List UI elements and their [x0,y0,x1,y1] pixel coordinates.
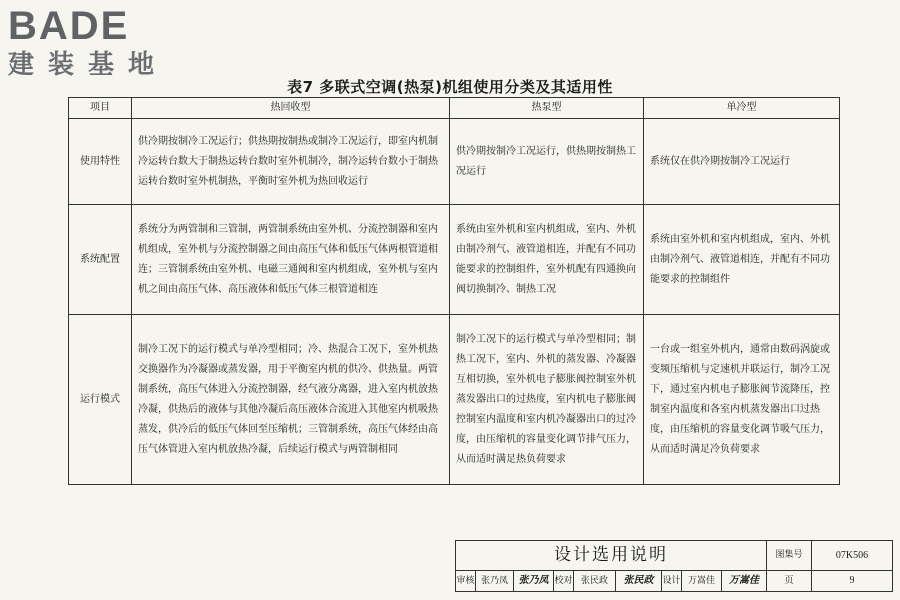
row-label: 运行模式 [69,315,132,485]
atlas-number-label: 图集号 [767,541,812,571]
table-row [69,119,840,205]
drawing-title-block [455,540,893,592]
cell-cooling-only: 系统由室外机和室内机组成，室内、外机由制冷剂气、液管道相连，并配有不同功能要求的控制组件 [644,205,840,315]
drawing-name: 设计选用说明 [456,541,767,571]
check-label: 校对 [554,571,574,591]
usage-classification-table [68,97,840,485]
atlas-number: 07K506 [812,541,892,571]
page-number: 9 [849,575,855,586]
cell-heat-pump: 系统由室外机和室内机组成，室内、外机由制冷剂气、液管道相连，并配有不同功能要求的控制组件，室外机配有四通换向阀切换制冷、制热工况 [450,205,644,315]
reviewer-signature: 张乃凤 [514,571,554,591]
cell-cooling-only: 系统仅在供冷期按制冷工况运行 [644,119,840,205]
designer-name: 万嵩佳 [682,571,722,591]
table-header-row [69,98,840,119]
reviewer-name: 张乃凤 [476,571,514,591]
page-label: 页 [767,571,812,591]
header-cooling-only: 单冷型 [644,98,840,119]
table-row [69,205,840,315]
brand-logo [8,6,183,86]
table-title: 表7 多联式空调(热泵)机组使用分类及其适用性 [287,78,613,96]
row-label: 系统配置 [69,205,132,315]
cell-heat-pump: 制冷工况下的运行模式与单冷型相同；制热工况下，室内、外机的蒸发器、冷凝器互相切换，室外机电子膨胀阀控制室外机蒸发器出口的过热度，室内机电子膨胀阀控制室内温度和室内机冷凝器出口的过冷度，由压缩机的容量变化调节排气压力，从而适时满足热负荷要求 [450,315,644,485]
logo-subtitle: 建装基地 [8,50,169,80]
cell-cooling-only: 一台或一组室外机内，通常由数码涡旋或变频压缩机与定速机并联运行，制冷工况下，通过室内机电子膨胀阀节流降压，控制室内温度和各室内机蒸发器出口过热度，由压缩机的容量变化调节吸气压力，从而适时满足冷负荷要求 [644,315,840,485]
header-heat-recovery: 热回收型 [132,98,450,119]
design-label: 设计 [662,571,682,591]
table-row [69,315,840,485]
header-item: 项目 [69,98,132,119]
cell-heat-recovery: 供冷期按制冷工况运行；供热期按制热或制冷工况运行，即室内机制冷运转台数大于制热运转台数时室外机制冷，制冷运转台数小于制热运转台数时室外机制热，平衡时室外机为热回收运行 [132,119,450,205]
cell-heat-pump: 供冷期按制冷工况运行，供热期按制热工况运行 [450,119,644,205]
row-label: 使用特性 [69,119,132,205]
cell-heat-recovery: 系统分为两管制和三管制，两管制系统由室外机、分流控制器和室内机组成，室外机与分流控制器之间由高压气体和低压气体两根管道相连；三管制系统由室外机、电磁三通阀和室内机组成，室外机与室内机之间由高压气体、高压液体和低压气体三根管道相连 [132,205,450,315]
checker-signature: 张民政 [616,571,662,591]
designer-signature: 万嵩佳 [722,571,767,591]
review-label: 审核 [456,571,476,591]
cell-heat-recovery: 制冷工况下的运行模式与单冷型相同；冷、热混合工况下，室外机热交换器作为冷凝器或蒸发器，用于平衡室内机的供冷、供热量。两管制系统，高压气体进入分流控制器，经气液分离器，进入室内机放热冷凝，供热后的液体与其他冷凝后高压液体合流进入其他室内机吸热蒸发，供冷后的低压气体回至压缩机；三管制系统，高压气体经由高压气体管进入室内机放热冷凝，后续运行模式与两管制相同 [132,315,450,485]
header-heat-pump: 热泵型 [450,98,644,119]
checker-name: 张民政 [574,571,616,591]
logo-text: BADE [8,4,130,48]
